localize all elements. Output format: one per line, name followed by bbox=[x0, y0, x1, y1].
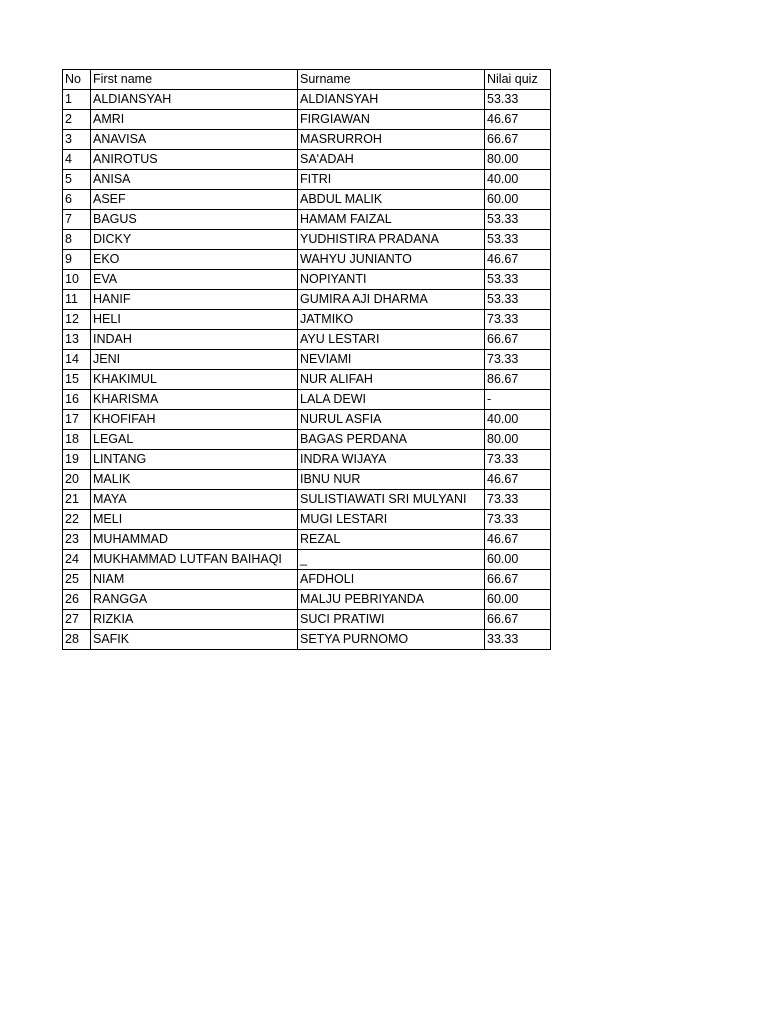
surname-cell: LALA DEWI bbox=[298, 390, 485, 410]
first-name-cell: ANISA bbox=[91, 170, 298, 190]
score-cell: 53.33 bbox=[485, 290, 551, 310]
first-name-cell: ANAVISA bbox=[91, 130, 298, 150]
first-name-cell: HELI bbox=[91, 310, 298, 330]
row-number-cell: 4 bbox=[63, 150, 91, 170]
score-cell: 66.67 bbox=[485, 130, 551, 150]
header-row bbox=[63, 70, 551, 90]
table-row bbox=[63, 150, 551, 170]
first-name-cell: BAGUS bbox=[91, 210, 298, 230]
table-row bbox=[63, 310, 551, 330]
surname-cell: YUDHISTIRA PRADANA bbox=[298, 230, 485, 250]
table-row bbox=[63, 550, 551, 570]
first-name-cell: SAFIK bbox=[91, 630, 298, 650]
table-row bbox=[63, 210, 551, 230]
row-number-cell: 5 bbox=[63, 170, 91, 190]
row-number-cell: 26 bbox=[63, 590, 91, 610]
surname-cell: INDRA WIJAYA bbox=[298, 450, 485, 470]
first-name-cell: ANIROTUS bbox=[91, 150, 298, 170]
header-no: No bbox=[63, 70, 91, 90]
table-row bbox=[63, 250, 551, 270]
row-number-cell: 11 bbox=[63, 290, 91, 310]
table-row bbox=[63, 370, 551, 390]
header-surname: Surname bbox=[298, 70, 485, 90]
score-cell: 33.33 bbox=[485, 630, 551, 650]
row-number-cell: 2 bbox=[63, 110, 91, 130]
first-name-cell: EVA bbox=[91, 270, 298, 290]
row-number-cell: 8 bbox=[63, 230, 91, 250]
score-cell: 40.00 bbox=[485, 170, 551, 190]
first-name-cell: LINTANG bbox=[91, 450, 298, 470]
score-cell: - bbox=[485, 390, 551, 410]
row-number-cell: 13 bbox=[63, 330, 91, 350]
surname-cell: NEVIAMI bbox=[298, 350, 485, 370]
row-number-cell: 21 bbox=[63, 490, 91, 510]
score-cell: 60.00 bbox=[485, 190, 551, 210]
surname-cell: SETYA PURNOMO bbox=[298, 630, 485, 650]
first-name-cell: DICKY bbox=[91, 230, 298, 250]
score-cell: 46.67 bbox=[485, 250, 551, 270]
row-number-cell: 14 bbox=[63, 350, 91, 370]
score-cell: 73.33 bbox=[485, 450, 551, 470]
table-row bbox=[63, 410, 551, 430]
row-number-cell: 9 bbox=[63, 250, 91, 270]
score-cell: 46.67 bbox=[485, 470, 551, 490]
score-cell: 66.67 bbox=[485, 330, 551, 350]
score-cell: 46.67 bbox=[485, 530, 551, 550]
row-number-cell: 19 bbox=[63, 450, 91, 470]
surname-cell: AFDHOLI bbox=[298, 570, 485, 590]
row-number-cell: 3 bbox=[63, 130, 91, 150]
score-cell: 86.67 bbox=[485, 370, 551, 390]
table-row bbox=[63, 610, 551, 630]
surname-cell: ALDIANSYAH bbox=[298, 90, 485, 110]
surname-cell: SA'ADAH bbox=[298, 150, 485, 170]
row-number-cell: 1 bbox=[63, 90, 91, 110]
table-row bbox=[63, 350, 551, 370]
row-number-cell: 22 bbox=[63, 510, 91, 530]
surname-cell: WAHYU JUNIANTO bbox=[298, 250, 485, 270]
row-number-cell: 28 bbox=[63, 630, 91, 650]
table-row bbox=[63, 390, 551, 410]
first-name-cell: KHAKIMUL bbox=[91, 370, 298, 390]
table-row bbox=[63, 570, 551, 590]
score-cell: 46.67 bbox=[485, 110, 551, 130]
header-first-name: First name bbox=[91, 70, 298, 90]
table-row bbox=[63, 490, 551, 510]
first-name-cell: JENI bbox=[91, 350, 298, 370]
score-cell: 80.00 bbox=[485, 150, 551, 170]
score-cell: 66.67 bbox=[485, 610, 551, 630]
first-name-cell: MUHAMMAD bbox=[91, 530, 298, 550]
score-cell: 80.00 bbox=[485, 430, 551, 450]
table-row bbox=[63, 190, 551, 210]
first-name-cell: AMRI bbox=[91, 110, 298, 130]
first-name-cell: ASEF bbox=[91, 190, 298, 210]
table-row bbox=[63, 90, 551, 110]
first-name-cell: KHARISMA bbox=[91, 390, 298, 410]
score-cell: 40.00 bbox=[485, 410, 551, 430]
row-number-cell: 10 bbox=[63, 270, 91, 290]
surname-cell: MASRURROH bbox=[298, 130, 485, 150]
table-row bbox=[63, 590, 551, 610]
row-number-cell: 17 bbox=[63, 410, 91, 430]
surname-cell: SULISTIAWATI SRI MULYANI bbox=[298, 490, 485, 510]
row-number-cell: 7 bbox=[63, 210, 91, 230]
first-name-cell: MUKHAMMAD LUTFAN BAIHAQI bbox=[91, 550, 298, 570]
table-row bbox=[63, 270, 551, 290]
table-row bbox=[63, 290, 551, 310]
score-cell: 60.00 bbox=[485, 550, 551, 570]
score-cell: 73.33 bbox=[485, 310, 551, 330]
score-cell: 66.67 bbox=[485, 570, 551, 590]
table-row bbox=[63, 170, 551, 190]
surname-cell: GUMIRA AJI DHARMA bbox=[298, 290, 485, 310]
row-number-cell: 15 bbox=[63, 370, 91, 390]
table-row bbox=[63, 430, 551, 450]
row-number-cell: 25 bbox=[63, 570, 91, 590]
row-number-cell: 27 bbox=[63, 610, 91, 630]
table-row bbox=[63, 130, 551, 150]
first-name-cell: MAYA bbox=[91, 490, 298, 510]
surname-cell: _ bbox=[298, 550, 485, 570]
surname-cell: SUCI PRATIWI bbox=[298, 610, 485, 630]
score-cell: 53.33 bbox=[485, 90, 551, 110]
table-row bbox=[63, 510, 551, 530]
score-cell: 73.33 bbox=[485, 490, 551, 510]
first-name-cell: RIZKIA bbox=[91, 610, 298, 630]
table-row bbox=[63, 450, 551, 470]
first-name-cell: MELI bbox=[91, 510, 298, 530]
first-name-cell: MALIK bbox=[91, 470, 298, 490]
table-row bbox=[63, 230, 551, 250]
score-cell: 60.00 bbox=[485, 590, 551, 610]
score-cell: 53.33 bbox=[485, 210, 551, 230]
first-name-cell: INDAH bbox=[91, 330, 298, 350]
score-cell: 73.33 bbox=[485, 510, 551, 530]
surname-cell: NURUL ASFIA bbox=[298, 410, 485, 430]
table-row bbox=[63, 110, 551, 130]
surname-cell: FITRI bbox=[298, 170, 485, 190]
surname-cell: REZAL bbox=[298, 530, 485, 550]
surname-cell: ABDUL MALIK bbox=[298, 190, 485, 210]
score-cell: 53.33 bbox=[485, 230, 551, 250]
header-score: Nilai quiz bbox=[485, 70, 551, 90]
row-number-cell: 20 bbox=[63, 470, 91, 490]
surname-cell: BAGAS PERDANA bbox=[298, 430, 485, 450]
surname-cell: IBNU NUR bbox=[298, 470, 485, 490]
surname-cell: AYU LESTARI bbox=[298, 330, 485, 350]
row-number-cell: 23 bbox=[63, 530, 91, 550]
first-name-cell: HANIF bbox=[91, 290, 298, 310]
surname-cell: MALJU PEBRIYANDA bbox=[298, 590, 485, 610]
table-row bbox=[63, 630, 551, 650]
table-row bbox=[63, 470, 551, 490]
row-number-cell: 6 bbox=[63, 190, 91, 210]
surname-cell: NUR ALIFAH bbox=[298, 370, 485, 390]
first-name-cell: EKO bbox=[91, 250, 298, 270]
score-cell: 73.33 bbox=[485, 350, 551, 370]
surname-cell: MUGI LESTARI bbox=[298, 510, 485, 530]
first-name-cell: KHOFIFAH bbox=[91, 410, 298, 430]
row-number-cell: 16 bbox=[63, 390, 91, 410]
first-name-cell: RANGGA bbox=[91, 590, 298, 610]
row-number-cell: 24 bbox=[63, 550, 91, 570]
first-name-cell: NIAM bbox=[91, 570, 298, 590]
table-row bbox=[63, 330, 551, 350]
surname-cell: FIRGIAWAN bbox=[298, 110, 485, 130]
score-cell: 53.33 bbox=[485, 270, 551, 290]
surname-cell: HAMAM FAIZAL bbox=[298, 210, 485, 230]
quiz-score-table bbox=[62, 69, 551, 650]
first-name-cell: ALDIANSYAH bbox=[91, 90, 298, 110]
surname-cell: NOPIYANTI bbox=[298, 270, 485, 290]
first-name-cell: LEGAL bbox=[91, 430, 298, 450]
surname-cell: JATMIKO bbox=[298, 310, 485, 330]
row-number-cell: 12 bbox=[63, 310, 91, 330]
row-number-cell: 18 bbox=[63, 430, 91, 450]
table-row bbox=[63, 530, 551, 550]
